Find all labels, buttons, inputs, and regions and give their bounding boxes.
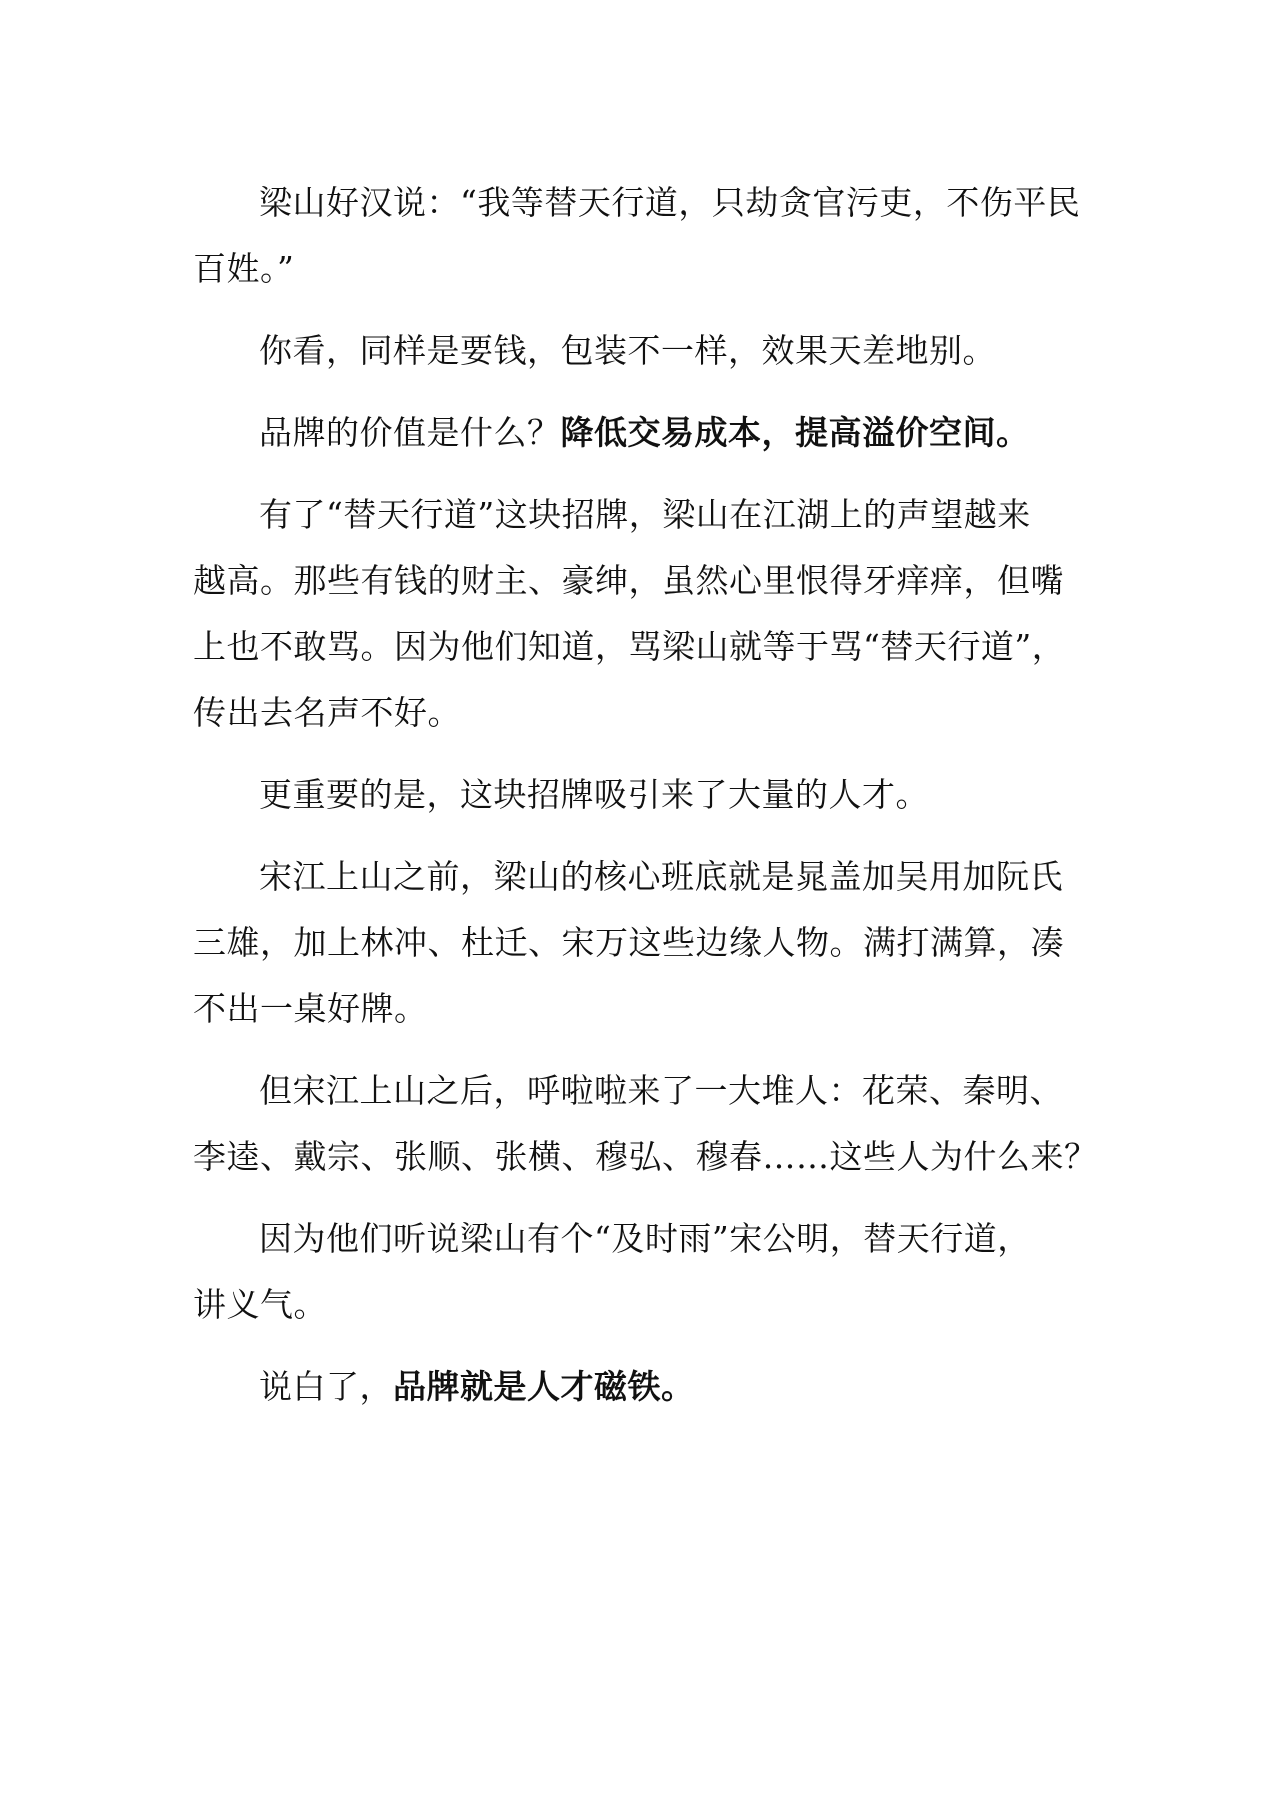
text-line bbox=[193, 236, 1083, 302]
text-segment: 宋江上山之前，梁山的核心班底就是晁盖加吴用加阮氏 bbox=[259, 857, 1063, 896]
text-line bbox=[193, 1206, 1083, 1272]
paragraph bbox=[193, 400, 1083, 466]
text-line bbox=[193, 680, 1083, 746]
paragraph bbox=[193, 1354, 1083, 1420]
paragraph bbox=[193, 762, 1083, 828]
text-segment: 上也不敢骂。因为他们知道，骂梁山就等于骂“替天行道”， bbox=[193, 627, 1066, 666]
text-line bbox=[193, 614, 1083, 680]
text-segment: 有了“替天行道”这块招牌，梁山在江湖上的声望越来 bbox=[259, 495, 1031, 534]
paragraph bbox=[193, 170, 1083, 302]
text-line bbox=[193, 844, 1083, 910]
text-segment: 因为他们听说梁山有个“及时雨”宋公明，替天行道， bbox=[259, 1219, 1031, 1258]
paragraph bbox=[193, 482, 1083, 746]
text-segment: 三雄，加上林冲、杜迁、宋万这些边缘人物。满打满算，凑 bbox=[193, 923, 1064, 962]
text-segment: 梁山好汉说：“我等替天行道，只劫贪官污吏，不伤平民 bbox=[259, 183, 1081, 222]
text-line bbox=[193, 400, 1083, 466]
text-segment: 李逵、戴宗、张顺、张横、穆弘、穆春……这些人为什么来？ bbox=[193, 1137, 1098, 1176]
paragraph bbox=[193, 844, 1083, 1042]
text-segment: 但宋江上山之后，呼啦啦来了一大堆人：花荣、秦明、 bbox=[259, 1071, 1063, 1110]
paragraph bbox=[193, 1058, 1098, 1190]
text-line bbox=[193, 548, 1083, 614]
text-segment: 百姓。” bbox=[193, 249, 295, 288]
document-body bbox=[193, 170, 1098, 1436]
text-line bbox=[193, 762, 1083, 828]
paragraph bbox=[193, 1206, 1083, 1338]
text-segment: 讲义气。 bbox=[193, 1285, 327, 1324]
text-segment: 更重要的是，这块招牌吸引来了大量的人才。 bbox=[259, 775, 929, 814]
text-line bbox=[193, 910, 1083, 976]
text-segment: 你看，同样是要钱，包装不一样，效果天差地别。 bbox=[259, 331, 996, 370]
text-segment: 传出去名声不好。 bbox=[193, 693, 461, 732]
text-segment: 说白了， bbox=[259, 1367, 393, 1406]
text-segment: 越高。那些有钱的财主、豪绅，虽然心里恨得牙痒痒，但嘴 bbox=[193, 561, 1064, 600]
text-line bbox=[193, 482, 1083, 548]
bold-text: 品牌就是人才磁铁。 bbox=[393, 1367, 695, 1406]
text-line bbox=[193, 318, 1083, 384]
text-line bbox=[193, 170, 1083, 236]
text-line bbox=[193, 976, 1083, 1042]
text-line bbox=[193, 1272, 1083, 1338]
paragraph bbox=[193, 318, 1083, 384]
text-line bbox=[193, 1124, 1098, 1190]
text-segment: 品牌的价值是什么？ bbox=[259, 413, 561, 452]
bold-text: 降低交易成本，提高溢价空间。 bbox=[560, 413, 1030, 452]
text-segment: 不出一桌好牌。 bbox=[193, 989, 428, 1028]
text-line bbox=[193, 1058, 1083, 1124]
text-line bbox=[193, 1354, 1083, 1420]
